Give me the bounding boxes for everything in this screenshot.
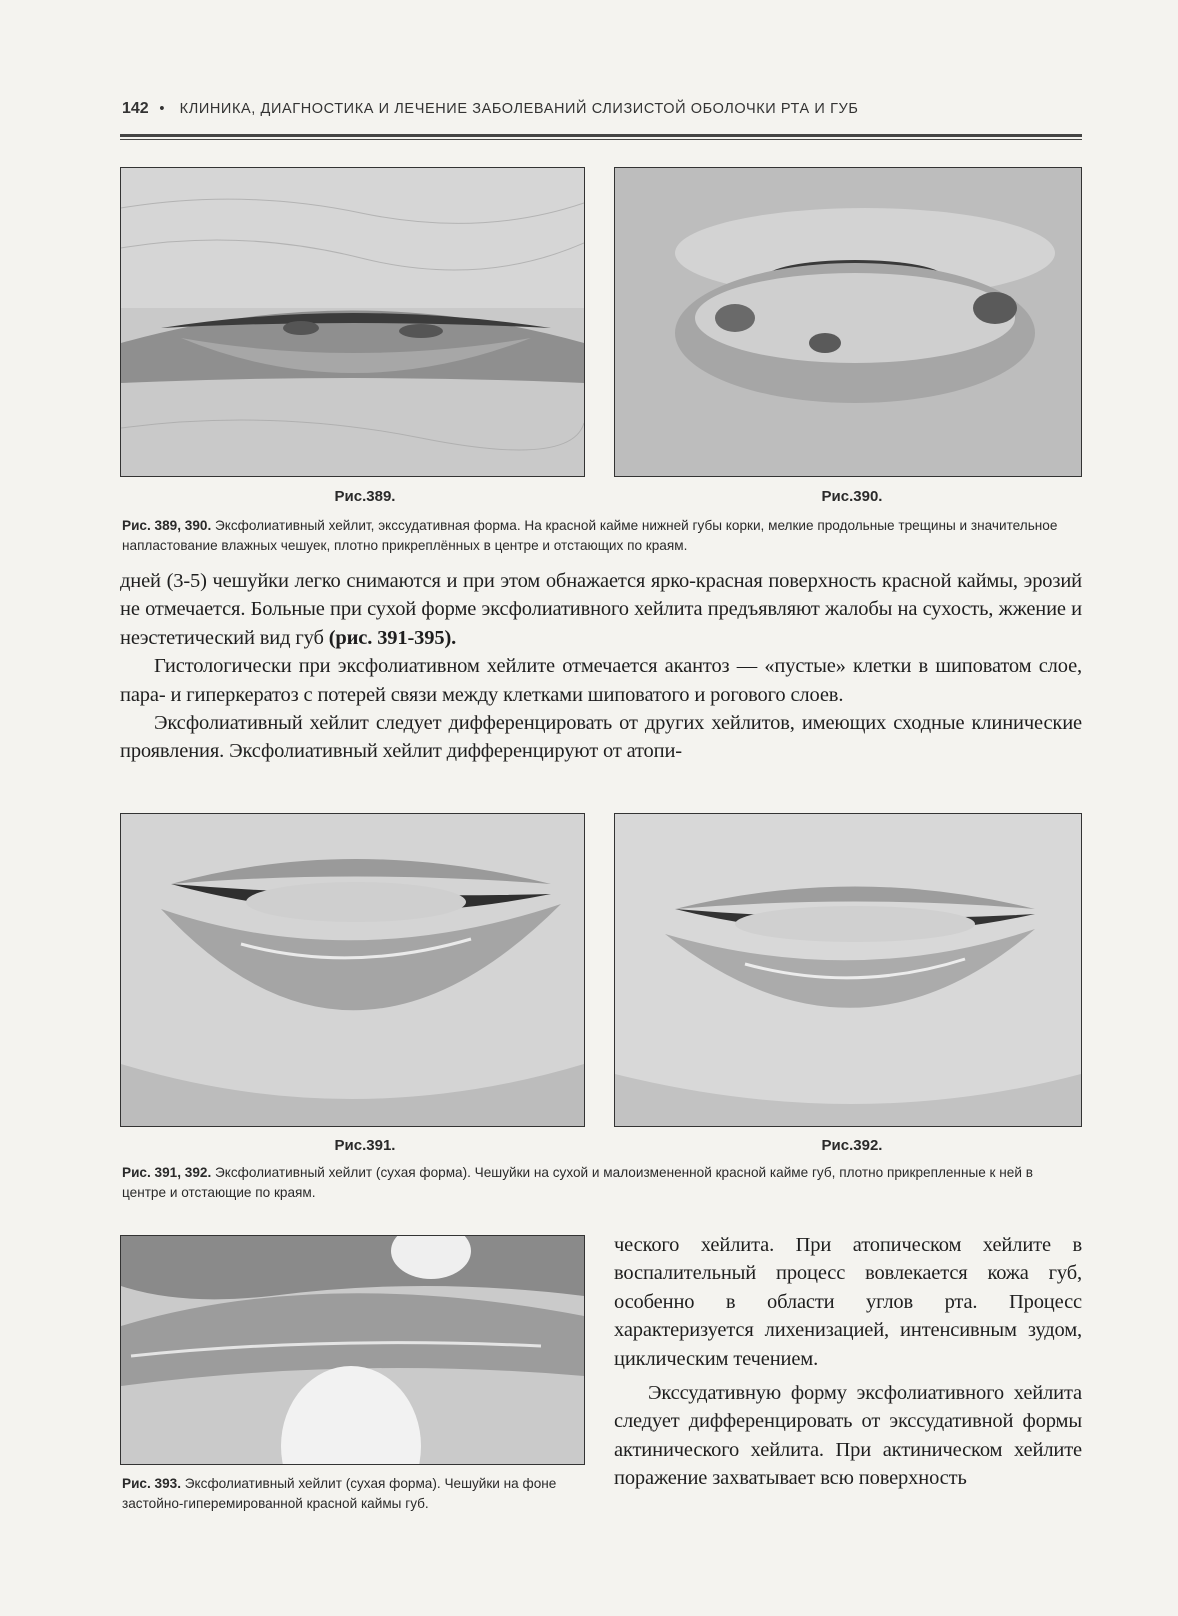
caption-text-389-390: Эксфолиативный хейлит, экссудативная форма. На красной кайме нижней губы корки, мелкие продольные трещины и значительное напластование влажных чешуек, плотно прикреплённых в центре и отстающих по краям. <box>122 518 1058 553</box>
header-bullet: • <box>159 101 166 117</box>
caption-ref-389-390: Рис. 389, 390. <box>122 518 212 533</box>
photo-fig-393 <box>120 1235 585 1465</box>
figure-label-389: Рис.389. <box>334 488 396 505</box>
caption-ref-393: Рис. 393. <box>122 1476 181 1491</box>
caption-ref-391-392: Рис. 391, 392. <box>122 1165 212 1180</box>
figure-label-392: Рис.392. <box>821 1137 883 1154</box>
running-title: КЛИНИКА, ДИАГНОСТИКА И ЛЕЧЕНИЕ ЗАБОЛЕВАНИЙ СЛИЗИСТОЙ ОБОЛОЧКИ РТА И ГУБ <box>179 101 859 117</box>
caption-fig-389-390 <box>122 516 1080 555</box>
paragraph-1-text: дней (3-5) чешуйки легко снимаются и при этом обнажается ярко-красная поверхность красной каймы, эрозий не отмечается. Больные при сухой форме эксфолиативного хейлита предъявляют жалобы на сухость, жжение и неэстетический вид губ <box>120 570 1082 649</box>
paragraph-4: ческого хейлита. При атопическом хейлите в воспалительный процесс вовлекается кожа губ, особенно в области углов рта. Процесс характеризуется лихенизацией, интенсивным зудом, циклическим течением. <box>614 1234 1082 1370</box>
header-rule-thin <box>120 139 1082 140</box>
photo-fig-391 <box>120 813 585 1127</box>
photo-fig-390 <box>614 167 1082 477</box>
paragraph-2: Гистологически при эксфолиативном хейлите отмечается акантоз — «пустые» клетки в шиповатом слое, пара- и гиперкератоз с потерей связи между клетками шиповатого и рогового слоев. <box>120 655 1082 706</box>
body-text-top <box>120 567 1082 766</box>
photo-fig-389 <box>120 167 585 477</box>
figure-label-391: Рис.391. <box>334 1137 396 1154</box>
page-number: 142 <box>122 100 149 117</box>
header-rule-thick <box>120 134 1082 137</box>
caption-fig-393 <box>122 1474 584 1513</box>
caption-text-393: Эксфолиативный хейлит (сухая форма). Чешуйки на фоне застойно-гиперемированной красной каймы губ. <box>122 1476 557 1511</box>
paragraph-1 <box>120 567 1082 652</box>
caption-fig-391-392 <box>122 1163 1080 1202</box>
figure-ref-391-395: (рис. 391-395). <box>328 626 457 649</box>
caption-text-391-392: Эксфолиативный хейлит (сухая форма). Чешуйки на сухой и малоизмененной красной кайме губ, плотно прикрепленные к ней в центре и отстающие по краям. <box>122 1165 1033 1200</box>
photo-fig-392 <box>614 813 1082 1127</box>
paragraph-3: Эксфолиативный хейлит следует дифференцировать от других хейлитов, имеющих сходные клинические проявления. Эксфолиативный хейлит дифференцируют от атопи- <box>120 712 1082 763</box>
figure-label-390: Рис.390. <box>821 488 883 505</box>
body-text-bottom <box>614 1231 1082 1493</box>
paragraph-5: Экссудативную форму эксфолиативного хейлита следует дифференцировать от экссудативной формы актинического хейлита. При актиническом хейлите поражение захватывает всю поверхность <box>614 1382 1082 1490</box>
running-header <box>122 100 1082 118</box>
